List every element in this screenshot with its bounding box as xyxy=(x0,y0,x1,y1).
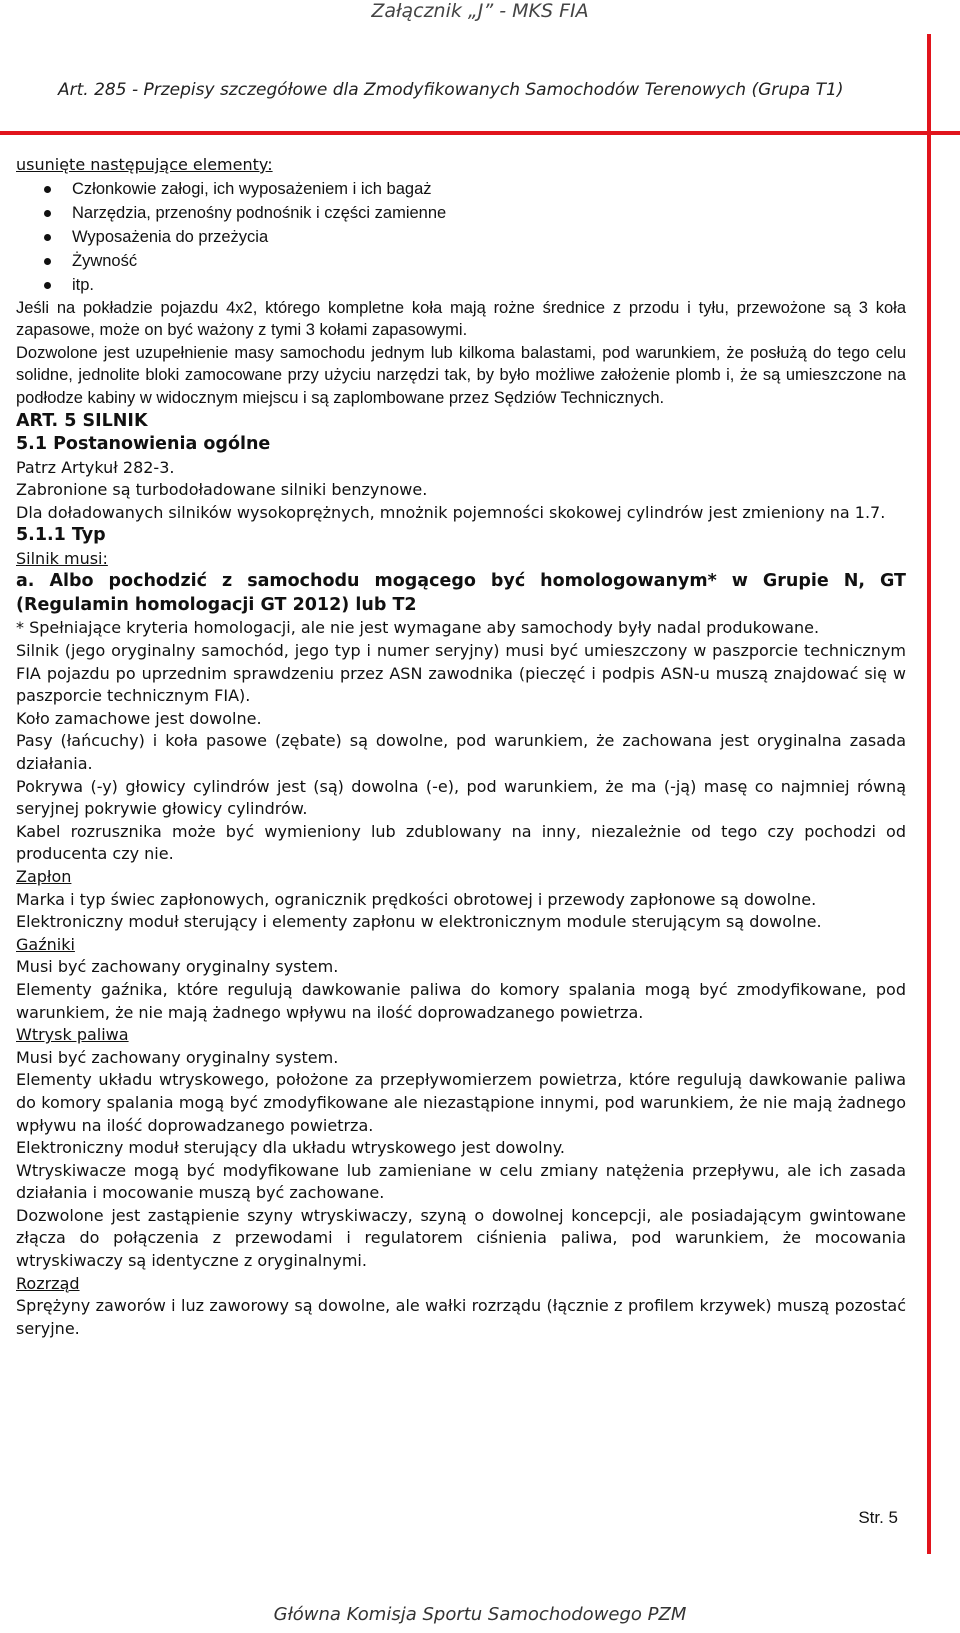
section-5-1-line: Patrz Artykuł 282-3. xyxy=(16,457,175,477)
article-header: Art. 285 - Przepisy szczegółowe dla Zmodyfikowanych Samochodów Terenowych (Grupa T1) xyxy=(58,80,844,100)
ignition-label: Zapłon xyxy=(16,866,72,886)
list-item: Narzędzia, przenośny podnośnik i części zamienne xyxy=(16,201,906,225)
bullet-icon xyxy=(44,210,51,217)
ignition-paragraph: Marka i typ świec zapłonowych, ogranicznik prędkości obrotowej i przewody zapłonowe są dowolne. xyxy=(16,889,817,909)
injection-paragraph: Dozwolone jest zastąpienie szyny wtryskiwaczy, szyną o dowolnej koncepcji, ale posiadającym gwintowane złącza do połączenia z przewodami i regulatorem ciśnienia paliwa, pod warunkiem, że mocowania wtryskiwaczy są identyczne z oryginalnymi. xyxy=(16,1205,906,1271)
timing-paragraph: Sprężyny zaworów i luz zaworowy są dowolne, ale wałki rozrządu (łącznie z profilem krzywek) muszą pozostać seryjne. xyxy=(16,1296,906,1338)
page-number: Str. 5 xyxy=(858,1508,898,1527)
timing-label: Rozrząd xyxy=(16,1273,80,1293)
ballast-paragraph: Dozwolone jest uzupełnienie masy samochodu jednym lub kilkoma balastami, pod warunkiem, że posłużą do tego celu solidne, jednolite bloki zamocowane przy użyciu narzędzi tak, by było możliwe założenie plomb i, że są umieszczone na podłodze kabiny w widocznym miejscu i są zaplombowane przez Sędziów Technicznych. xyxy=(16,343,906,407)
engine-paragraph: Pasy (łańcuchy) i koła pasowe (zębate) są dowolne, pod warunkiem, że zachowana jest oryginalna zasada działania. xyxy=(16,731,906,773)
section-5-1-line: Zabronione są turbodoładowane silniki benzynowe. xyxy=(16,480,428,500)
removed-heading: usunięte następujące elementy: xyxy=(16,155,273,174)
engine-paragraph: Silnik (jego oryginalny samochód, jego typ i numer seryjny) musi być umieszczony w paszporcie technicznym FIA pojazdu po uprzednim sprawdzeniu przez ASN zawodnika (pieczęć i podpis ASN-u muszą znajdować się w paszporcie technicznym FIA). xyxy=(16,641,906,706)
bullet-icon xyxy=(44,258,51,265)
bullet-icon xyxy=(44,282,51,289)
ignition-paragraph: Elektroniczny moduł sterujący i elementy zapłonu w elektronicznym module sterującym są dowolne. xyxy=(16,912,822,932)
list-item: Żywność xyxy=(16,249,906,273)
injection-paragraph: Musi być zachowany oryginalny system. xyxy=(16,1047,339,1067)
engine-paragraph: Pokrywa (-y) głowicy cylindrów jest (są) dowolna (-e), pod warunkiem, że ma (-ją) masę co najmniej równą seryjnej pokrywie głowicy cylindrów. xyxy=(16,776,906,819)
carburettor-paragraph: Elementy gaźnika, które regulują dawkowanie paliwa do komory spalania mogą być zmodyfikowane, pod warunkiem, że nie mają żadnego wpływu na ilość doprowadzanego powietrza. xyxy=(16,979,906,1022)
engine-must-label: Silnik musi: xyxy=(16,548,108,568)
engine-paragraph: Kabel rozrusznika może być wymieniony lub zdublowany na inny, niezależnie od tego czy pochodzi od producenta czy nie. xyxy=(16,821,906,864)
margin-rule xyxy=(927,34,931,1554)
engine-requirement-a: a. Albo pochodzić z samochodu mogącego być homologowanym* w Grupie N, GT (Regulamin homologacji GT 2012) lub T2 xyxy=(16,571,906,615)
removed-list xyxy=(16,177,906,297)
bullet-icon xyxy=(44,186,51,193)
carburettor-label: Gaźniki xyxy=(16,934,75,954)
header-rule xyxy=(0,131,960,135)
injection-label: Wtrysk paliwa xyxy=(16,1025,129,1045)
spare-wheels-paragraph: Jeśli na pokładzie pojazdu 4x2, którego kompletne koła mają rożne średnice z przodu i tyłu, przewożone są 3 koła zapasowe, może on być ważony z tymi 3 kołami zapasowymi. xyxy=(16,298,906,340)
section-5-1-line: Dla doładowanych silników wysokoprężnych, mnożnik pojemności skokowej cylindrów jest zmieniony na 1.7. xyxy=(16,502,886,522)
list-item: Członkowie załogi, ich wyposażeniem i ich bagaż xyxy=(16,177,906,201)
engine-paragraph: Koło zamachowe jest dowolne. xyxy=(16,708,262,728)
injection-paragraph: Elektroniczny moduł sterujący dla układu wtryskowego jest dowolny. xyxy=(16,1138,565,1158)
document-body xyxy=(16,154,906,1340)
list-item: Wyposażenia do przeżycia xyxy=(16,225,906,249)
section-5-1-1-title: 5.1.1 Typ xyxy=(16,525,106,546)
list-item: itp. xyxy=(16,273,906,297)
bullet-icon xyxy=(44,234,51,241)
injection-paragraph: Wtryskiwacze mogą być modyfikowane lub zamieniane w celu zmiany natężenia przepływu, ale ich zasada działania i mocowanie muszą być zachowane. xyxy=(16,1160,906,1203)
footer-organization: Główna Komisja Sportu Samochodowego PZM xyxy=(273,1604,687,1625)
section-5-1-title: 5.1 Postanowienia ogólne xyxy=(16,434,271,455)
carburettor-paragraph: Musi być zachowany oryginalny system. xyxy=(16,957,339,977)
homologation-footnote: * Spełniające kryteria homologacji, ale nie jest wymagane aby samochody były nadal produkowane. xyxy=(16,618,820,638)
article-5-title: ART. 5 SILNIK xyxy=(16,410,148,431)
injection-paragraph: Elementy układu wtryskowego, położone za przepływomierzem powietrza, które regulują dawkowanie paliwa do komory spalania mogą być zmodyfikowane ale niezastąpione innymi, pod warunkiem, że nie mają żadnego wpływu na ilość doprowadzanego powietrza. xyxy=(16,1070,906,1135)
annex-header: Załącznik „J” - MKS FIA xyxy=(371,0,589,22)
